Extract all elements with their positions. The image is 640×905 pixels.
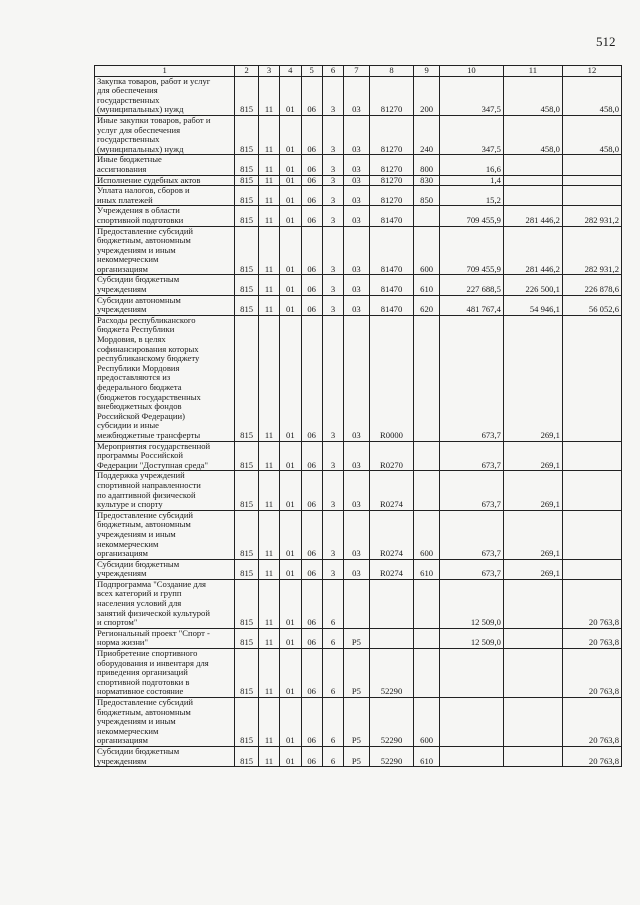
cell-col-12 — [562, 559, 621, 579]
row-name: Предоставление субсидий бюджетным, автономным учреждениям и иным некоммерческим организациям — [95, 226, 235, 275]
cell-col-6: 3 — [322, 275, 343, 295]
cell-col-9: 610 — [414, 559, 439, 579]
cell-col-10: 709 455,9 — [439, 206, 503, 226]
cell-col-2: 815 — [235, 698, 258, 747]
cell-col-7: P5 — [344, 649, 369, 698]
cell-col-2: 815 — [235, 206, 258, 226]
table-header-row — [95, 66, 622, 77]
cell-col-3: 11 — [258, 649, 279, 698]
row-name: Приобретение спортивного оборудования и инвентаря для приведения организаций спортивной подготовки в нормативное состояние — [95, 649, 235, 698]
cell-col-2: 815 — [235, 579, 258, 628]
table-row — [95, 510, 622, 559]
table-row — [95, 315, 622, 441]
cell-col-12: 20 763,8 — [562, 649, 621, 698]
cell-col-7: 03 — [344, 175, 369, 186]
cell-col-5: 06 — [301, 315, 322, 441]
table-row — [95, 746, 622, 766]
cell-col-11 — [503, 698, 562, 747]
cell-col-11: 269,1 — [503, 471, 562, 510]
cell-col-4: 01 — [280, 315, 301, 441]
column-header: 2 — [235, 66, 258, 77]
row-name: Расходы республиканского бюджета Республики Мордовия, в целях софинансирования которых республиканскому бюджету Республики Мордовия предоставляются из федерального бюджета (бюджетов государственных внебюджетных фондов Российской Федерации) субсидии и иные межбюджетные трансферты — [95, 315, 235, 441]
cell-col-6: 6 — [322, 698, 343, 747]
cell-col-6: 3 — [322, 315, 343, 441]
cell-col-10: 673,7 — [439, 559, 503, 579]
column-header: 11 — [503, 66, 562, 77]
cell-col-5: 06 — [301, 698, 322, 747]
cell-col-10: 15,2 — [439, 186, 503, 206]
table-row — [95, 175, 622, 186]
cell-col-4: 01 — [280, 579, 301, 628]
row-name: Подпрограмма "Создание для всех категорий и групп населения условий для занятий физической культурой и спортом" — [95, 579, 235, 628]
cell-col-5: 06 — [301, 295, 322, 315]
cell-col-4: 01 — [280, 186, 301, 206]
cell-col-11 — [503, 649, 562, 698]
cell-col-5: 06 — [301, 471, 322, 510]
cell-col-9: 610 — [414, 275, 439, 295]
cell-col-6: 3 — [322, 559, 343, 579]
cell-col-2: 815 — [235, 315, 258, 441]
cell-col-10: 227 688,5 — [439, 275, 503, 295]
cell-col-8: 81470 — [369, 295, 414, 315]
cell-col-9: 600 — [414, 698, 439, 747]
cell-col-12 — [562, 186, 621, 206]
cell-col-12: 226 878,6 — [562, 275, 621, 295]
cell-col-11: 281 446,2 — [503, 226, 562, 275]
column-header: 4 — [280, 66, 301, 77]
cell-col-3: 11 — [258, 441, 279, 471]
cell-col-12: 282 931,2 — [562, 206, 621, 226]
cell-col-8: 81270 — [369, 115, 414, 154]
cell-col-5: 06 — [301, 746, 322, 766]
column-header: 3 — [258, 66, 279, 77]
cell-col-7: 03 — [344, 275, 369, 295]
table-row — [95, 155, 622, 175]
cell-col-7: 03 — [344, 510, 369, 559]
cell-col-12: 20 763,8 — [562, 579, 621, 628]
cell-col-4: 01 — [280, 226, 301, 275]
cell-col-8 — [369, 579, 414, 628]
cell-col-11 — [503, 175, 562, 186]
cell-col-11: 54 946,1 — [503, 295, 562, 315]
row-name: Мероприятия государственной программы Российской Федерации "Доступная среда" — [95, 441, 235, 471]
cell-col-10 — [439, 746, 503, 766]
cell-col-3: 11 — [258, 559, 279, 579]
cell-col-5: 06 — [301, 628, 322, 648]
cell-col-9: 830 — [414, 175, 439, 186]
cell-col-2: 815 — [235, 649, 258, 698]
cell-col-3: 11 — [258, 510, 279, 559]
cell-col-2: 815 — [235, 471, 258, 510]
cell-col-2: 815 — [235, 186, 258, 206]
cell-col-12 — [562, 510, 621, 559]
cell-col-6: 3 — [322, 295, 343, 315]
cell-col-10: 709 455,9 — [439, 226, 503, 275]
row-name: Иные бюджетные ассигнования — [95, 155, 235, 175]
cell-col-9: 800 — [414, 155, 439, 175]
cell-col-10: 673,7 — [439, 315, 503, 441]
cell-col-2: 815 — [235, 76, 258, 115]
column-header: 5 — [301, 66, 322, 77]
table-row — [95, 441, 622, 471]
cell-col-11: 458,0 — [503, 115, 562, 154]
cell-col-7: 03 — [344, 206, 369, 226]
cell-col-8: 52290 — [369, 649, 414, 698]
cell-col-9 — [414, 649, 439, 698]
page-number: 512 — [596, 34, 616, 49]
table-row — [95, 471, 622, 510]
cell-col-8 — [369, 628, 414, 648]
cell-col-5: 06 — [301, 226, 322, 275]
cell-col-5: 06 — [301, 186, 322, 206]
cell-col-5: 06 — [301, 275, 322, 295]
cell-col-2: 815 — [235, 510, 258, 559]
cell-col-7: 03 — [344, 471, 369, 510]
cell-col-11: 281 446,2 — [503, 206, 562, 226]
cell-col-6: 6 — [322, 746, 343, 766]
cell-col-6: 3 — [322, 510, 343, 559]
cell-col-2: 815 — [235, 275, 258, 295]
cell-col-9 — [414, 441, 439, 471]
cell-col-3: 11 — [258, 628, 279, 648]
cell-col-3: 11 — [258, 175, 279, 186]
cell-col-7: 03 — [344, 315, 369, 441]
cell-col-8: 81270 — [369, 175, 414, 186]
cell-col-4: 01 — [280, 76, 301, 115]
cell-col-2: 815 — [235, 746, 258, 766]
cell-col-5: 06 — [301, 559, 322, 579]
cell-col-4: 01 — [280, 746, 301, 766]
cell-col-10: 347,5 — [439, 115, 503, 154]
cell-col-2: 815 — [235, 559, 258, 579]
row-name: Поддержка учреждений спортивной направленности по адаптивной физической культуре и спорту — [95, 471, 235, 510]
table-row — [95, 628, 622, 648]
cell-col-3: 11 — [258, 115, 279, 154]
cell-col-12 — [562, 441, 621, 471]
table-row — [95, 579, 622, 628]
cell-col-2: 815 — [235, 115, 258, 154]
cell-col-12 — [562, 471, 621, 510]
cell-col-3: 11 — [258, 76, 279, 115]
cell-col-5: 06 — [301, 510, 322, 559]
cell-col-7: 03 — [344, 226, 369, 275]
cell-col-8: R0274 — [369, 510, 414, 559]
cell-col-9: 620 — [414, 295, 439, 315]
cell-col-7 — [344, 579, 369, 628]
cell-col-3: 11 — [258, 471, 279, 510]
table-row — [95, 275, 622, 295]
cell-col-3: 11 — [258, 698, 279, 747]
cell-col-3: 11 — [258, 295, 279, 315]
cell-col-11 — [503, 155, 562, 175]
cell-col-11 — [503, 186, 562, 206]
row-name: Уплата налогов, сборов и иных платежей — [95, 186, 235, 206]
cell-col-12 — [562, 315, 621, 441]
cell-col-11: 458,0 — [503, 76, 562, 115]
table-row — [95, 649, 622, 698]
row-name: Исполнение судебных актов — [95, 175, 235, 186]
cell-col-8: 81270 — [369, 155, 414, 175]
cell-col-7: P5 — [344, 698, 369, 747]
cell-col-9 — [414, 471, 439, 510]
cell-col-9: 850 — [414, 186, 439, 206]
cell-col-6: 3 — [322, 206, 343, 226]
cell-col-5: 06 — [301, 155, 322, 175]
cell-col-8: 81470 — [369, 206, 414, 226]
cell-col-3: 11 — [258, 206, 279, 226]
column-header: 1 — [95, 66, 235, 77]
row-name: Субсидии бюджетным учреждениям — [95, 746, 235, 766]
cell-col-11 — [503, 579, 562, 628]
cell-col-6: 6 — [322, 649, 343, 698]
cell-col-12: 20 763,8 — [562, 628, 621, 648]
cell-col-5: 06 — [301, 115, 322, 154]
budget-table — [94, 65, 622, 767]
cell-col-4: 01 — [280, 471, 301, 510]
cell-col-9: 600 — [414, 226, 439, 275]
cell-col-11 — [503, 746, 562, 766]
cell-col-7: 03 — [344, 76, 369, 115]
cell-col-4: 01 — [280, 175, 301, 186]
row-name: Региональный проект "Спорт - норма жизни" — [95, 628, 235, 648]
column-header: 10 — [439, 66, 503, 77]
cell-col-9 — [414, 206, 439, 226]
cell-col-9: 600 — [414, 510, 439, 559]
column-header: 6 — [322, 66, 343, 77]
column-header: 7 — [344, 66, 369, 77]
cell-col-7: 03 — [344, 186, 369, 206]
cell-col-6: 3 — [322, 76, 343, 115]
cell-col-5: 06 — [301, 441, 322, 471]
cell-col-12: 56 052,6 — [562, 295, 621, 315]
cell-col-4: 01 — [280, 115, 301, 154]
cell-col-8: R0270 — [369, 441, 414, 471]
cell-col-4: 01 — [280, 510, 301, 559]
cell-col-6: 3 — [322, 175, 343, 186]
cell-col-8: R0000 — [369, 315, 414, 441]
cell-col-6: 6 — [322, 579, 343, 628]
cell-col-12: 458,0 — [562, 76, 621, 115]
cell-col-12: 458,0 — [562, 115, 621, 154]
cell-col-11 — [503, 628, 562, 648]
cell-col-7: P5 — [344, 746, 369, 766]
cell-col-7: 03 — [344, 559, 369, 579]
cell-col-3: 11 — [258, 226, 279, 275]
cell-col-3: 11 — [258, 579, 279, 628]
cell-col-9: 610 — [414, 746, 439, 766]
cell-col-7: 03 — [344, 441, 369, 471]
cell-col-12 — [562, 175, 621, 186]
cell-col-3: 11 — [258, 746, 279, 766]
row-name: Учреждения в области спортивной подготовки — [95, 206, 235, 226]
table-row — [95, 295, 622, 315]
cell-col-5: 06 — [301, 175, 322, 186]
cell-col-10 — [439, 649, 503, 698]
cell-col-3: 11 — [258, 275, 279, 295]
cell-col-2: 815 — [235, 295, 258, 315]
column-header: 9 — [414, 66, 439, 77]
cell-col-4: 01 — [280, 275, 301, 295]
cell-col-10: 673,7 — [439, 510, 503, 559]
cell-col-12: 282 931,2 — [562, 226, 621, 275]
cell-col-6: 3 — [322, 441, 343, 471]
cell-col-10: 16,6 — [439, 155, 503, 175]
cell-col-4: 01 — [280, 649, 301, 698]
cell-col-9 — [414, 315, 439, 441]
cell-col-3: 11 — [258, 186, 279, 206]
cell-col-8: 81270 — [369, 186, 414, 206]
cell-col-8: 52290 — [369, 746, 414, 766]
cell-col-10: 481 767,4 — [439, 295, 503, 315]
cell-col-6: 3 — [322, 115, 343, 154]
cell-col-6: 3 — [322, 471, 343, 510]
cell-col-8: R0274 — [369, 471, 414, 510]
cell-col-7: P5 — [344, 628, 369, 648]
cell-col-11: 269,1 — [503, 559, 562, 579]
table-row — [95, 76, 622, 115]
cell-col-3: 11 — [258, 155, 279, 175]
table-row — [95, 115, 622, 154]
cell-col-10: 12 509,0 — [439, 579, 503, 628]
cell-col-10 — [439, 698, 503, 747]
table-row — [95, 206, 622, 226]
cell-col-7: 03 — [344, 115, 369, 154]
cell-col-8: R0274 — [369, 559, 414, 579]
cell-col-10: 673,7 — [439, 441, 503, 471]
cell-col-4: 01 — [280, 559, 301, 579]
cell-col-6: 6 — [322, 628, 343, 648]
cell-col-2: 815 — [235, 226, 258, 275]
cell-col-9: 200 — [414, 76, 439, 115]
column-header: 8 — [369, 66, 414, 77]
cell-col-8: 81470 — [369, 226, 414, 275]
cell-col-10: 673,7 — [439, 471, 503, 510]
cell-col-8: 81270 — [369, 76, 414, 115]
cell-col-6: 3 — [322, 155, 343, 175]
row-name: Предоставление субсидий бюджетным, автономным учреждениям и иным некоммерческим организациям — [95, 698, 235, 747]
cell-col-11: 269,1 — [503, 315, 562, 441]
cell-col-5: 06 — [301, 649, 322, 698]
cell-col-4: 01 — [280, 295, 301, 315]
cell-col-11: 226 500,1 — [503, 275, 562, 295]
table-row — [95, 226, 622, 275]
cell-col-5: 06 — [301, 206, 322, 226]
cell-col-7: 03 — [344, 155, 369, 175]
cell-col-3: 11 — [258, 315, 279, 441]
cell-col-2: 815 — [235, 175, 258, 186]
cell-col-5: 06 — [301, 76, 322, 115]
cell-col-4: 01 — [280, 441, 301, 471]
cell-col-12 — [562, 155, 621, 175]
cell-col-6: 3 — [322, 226, 343, 275]
table-body — [95, 76, 622, 767]
cell-col-9 — [414, 628, 439, 648]
cell-col-2: 815 — [235, 628, 258, 648]
cell-col-4: 01 — [280, 155, 301, 175]
cell-col-5: 06 — [301, 579, 322, 628]
cell-col-6: 3 — [322, 186, 343, 206]
table-row — [95, 559, 622, 579]
column-header: 12 — [562, 66, 621, 77]
cell-col-12: 20 763,8 — [562, 746, 621, 766]
cell-col-10: 347,5 — [439, 76, 503, 115]
cell-col-4: 01 — [280, 628, 301, 648]
cell-col-4: 01 — [280, 206, 301, 226]
cell-col-7: 03 — [344, 295, 369, 315]
row-name: Закупка товаров, работ и услуг для обеспечения государственных (муниципальных) нужд — [95, 76, 235, 115]
cell-col-11: 269,1 — [503, 441, 562, 471]
cell-col-9 — [414, 579, 439, 628]
table-row — [95, 186, 622, 206]
cell-col-8: 81470 — [369, 275, 414, 295]
cell-col-10: 12 509,0 — [439, 628, 503, 648]
row-name: Предоставление субсидий бюджетным, автономным учреждениям и иным некоммерческим организациям — [95, 510, 235, 559]
cell-col-4: 01 — [280, 698, 301, 747]
cell-col-11: 269,1 — [503, 510, 562, 559]
row-name: Субсидии бюджетным учреждениям — [95, 275, 235, 295]
cell-col-2: 815 — [235, 441, 258, 471]
cell-col-8: 52290 — [369, 698, 414, 747]
cell-col-2: 815 — [235, 155, 258, 175]
row-name: Иные закупки товаров, работ и услуг для обеспечения государственных (муниципальных) нужд — [95, 115, 235, 154]
cell-col-10: 1,4 — [439, 175, 503, 186]
row-name: Субсидии автономным учреждениям — [95, 295, 235, 315]
cell-col-9: 240 — [414, 115, 439, 154]
table-row — [95, 698, 622, 747]
row-name: Субсидии бюджетным учреждениям — [95, 559, 235, 579]
cell-col-12: 20 763,8 — [562, 698, 621, 747]
